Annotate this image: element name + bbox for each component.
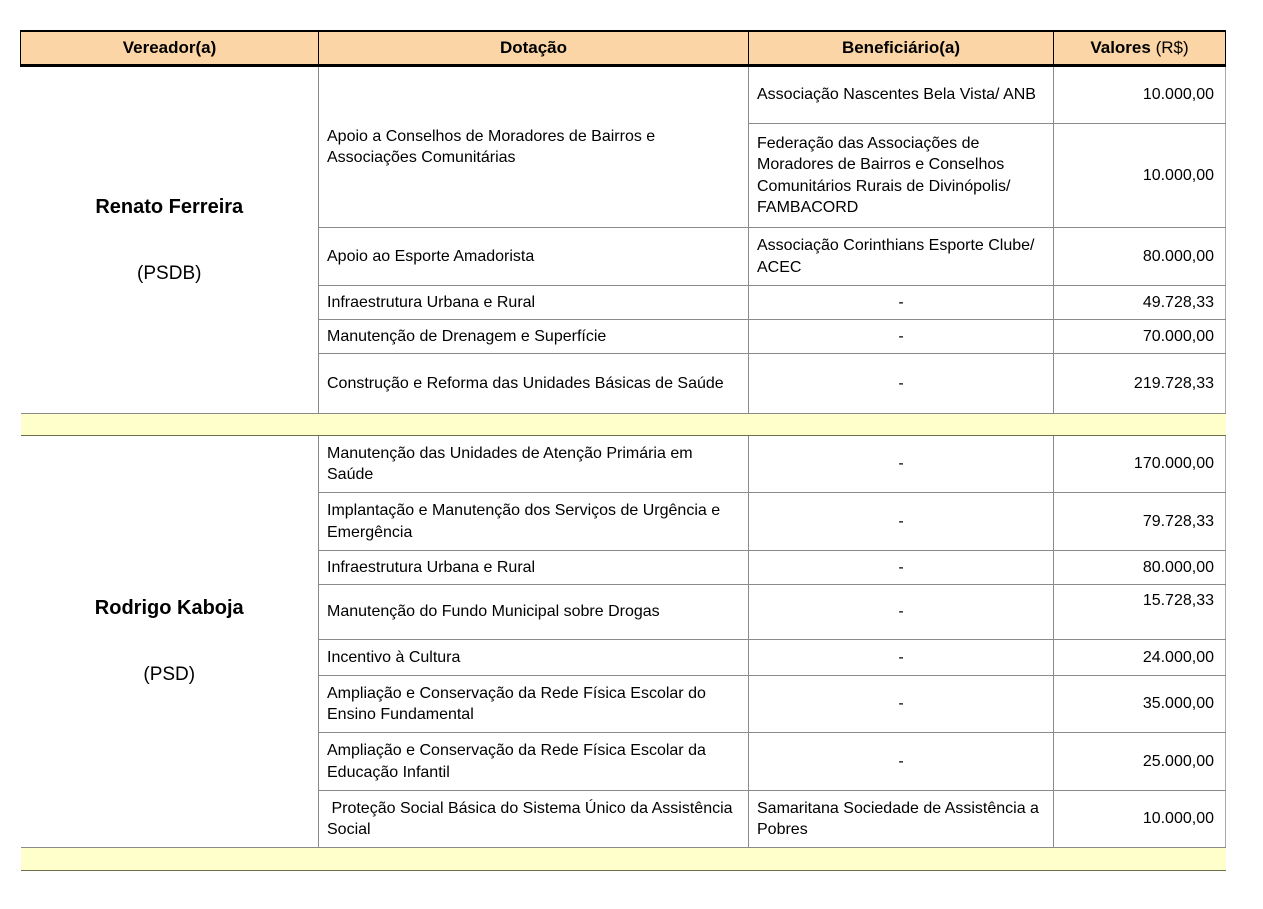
separator-band bbox=[21, 848, 1226, 871]
valor-cell: 25.000,00 bbox=[1054, 733, 1226, 791]
dotacao-cell: Incentivo à Cultura bbox=[319, 640, 749, 676]
dotacao-cell: Apoio a Conselhos de Moradores de Bairros e Associações Comunitárias bbox=[319, 66, 749, 228]
valor-cell: 80.000,00 bbox=[1054, 228, 1226, 286]
beneficiario-cell: - bbox=[749, 286, 1054, 320]
dotacao-cell: Ampliação e Conservação da Rede Física Escolar da Educação Infantil bbox=[319, 733, 749, 791]
dotacao-cell: Proteção Social Básica do Sistema Único da Assistência Social bbox=[319, 791, 749, 848]
table-row bbox=[21, 436, 1226, 493]
dotacao-cell: Implantação e Manutenção dos Serviços de Urgência e Emergência bbox=[319, 493, 749, 551]
beneficiario-cell: Federação das Associações de Moradores de Bairros e Conselhos Comunitários Rurais de Divinópolis/ FAMBACORD bbox=[749, 124, 1054, 228]
beneficiario-cell: - bbox=[749, 733, 1054, 791]
valor-cell: 35.000,00 bbox=[1054, 676, 1226, 733]
dotacao-cell: Infraestrutura Urbana e Rural bbox=[319, 551, 749, 585]
header-valores-label: Valores bbox=[1090, 38, 1151, 57]
valor-cell: 70.000,00 bbox=[1054, 320, 1226, 354]
separator-band bbox=[21, 414, 1226, 436]
dotacao-cell: Manutenção do Fundo Municipal sobre Drogas bbox=[319, 585, 749, 640]
valor-cell: 79.728,33 bbox=[1054, 493, 1226, 551]
valor-cell: 49.728,33 bbox=[1054, 286, 1226, 320]
header-beneficiario: Beneficiário(a) bbox=[749, 31, 1054, 66]
valor-cell: 15.728,33 bbox=[1054, 585, 1226, 640]
dotacao-cell: Manutenção de Drenagem e Superfície bbox=[319, 320, 749, 354]
valor-cell: 170.000,00 bbox=[1054, 436, 1226, 493]
beneficiario-cell: - bbox=[749, 493, 1054, 551]
beneficiario-cell: - bbox=[749, 585, 1054, 640]
amendments-table bbox=[20, 30, 1226, 871]
beneficiario-cell: - bbox=[749, 551, 1054, 585]
valor-cell: 219.728,33 bbox=[1054, 354, 1226, 414]
vereador-cell bbox=[21, 66, 319, 414]
valor-cell: 10.000,00 bbox=[1054, 791, 1226, 848]
beneficiario-cell: Associação Corinthians Esporte Clube/ ACEC bbox=[749, 228, 1054, 286]
vereador-party: (PSD) bbox=[143, 664, 196, 686]
dotacao-cell: Ampliação e Conservação da Rede Física Escolar do Ensino Fundamental bbox=[319, 676, 749, 733]
dotacao-cell: Manutenção das Unidades de Atenção Primária em Saúde bbox=[319, 436, 749, 493]
header-row bbox=[21, 31, 1226, 66]
dotacao-cell: Infraestrutura Urbana e Rural bbox=[319, 286, 749, 320]
valor-cell: 24.000,00 bbox=[1054, 640, 1226, 676]
dotacao-cell: Construção e Reforma das Unidades Básicas de Saúde bbox=[319, 354, 749, 414]
header-valores bbox=[1054, 31, 1226, 66]
beneficiario-cell: Associação Nascentes Bela Vista/ ANB bbox=[749, 66, 1054, 124]
table-row bbox=[21, 66, 1226, 124]
header-vereador: Vereador(a) bbox=[21, 31, 319, 66]
valor-cell: 80.000,00 bbox=[1054, 551, 1226, 585]
beneficiario-cell: - bbox=[749, 676, 1054, 733]
vereador-party: (PSDB) bbox=[137, 262, 202, 284]
separator-row bbox=[21, 414, 1226, 436]
valor-cell: 10.000,00 bbox=[1054, 124, 1226, 228]
beneficiario-cell: - bbox=[749, 640, 1054, 676]
vereador-cell bbox=[21, 436, 319, 848]
vereador-name: Renato Ferreira bbox=[95, 195, 244, 218]
beneficiario-cell: - bbox=[749, 354, 1054, 414]
header-valores-unit: (R$) bbox=[1155, 38, 1189, 57]
beneficiario-cell: - bbox=[749, 320, 1054, 354]
vereador-name: Rodrigo Kaboja bbox=[94, 597, 244, 620]
beneficiario-cell: - bbox=[749, 436, 1054, 493]
header-dotacao: Dotação bbox=[319, 31, 749, 66]
valor-cell: 10.000,00 bbox=[1054, 66, 1226, 124]
beneficiario-cell: Samaritana Sociedade de Assistência a Pobres bbox=[749, 791, 1054, 848]
dotacao-cell: Apoio ao Esporte Amadorista bbox=[319, 228, 749, 286]
separator-row bbox=[21, 848, 1226, 871]
